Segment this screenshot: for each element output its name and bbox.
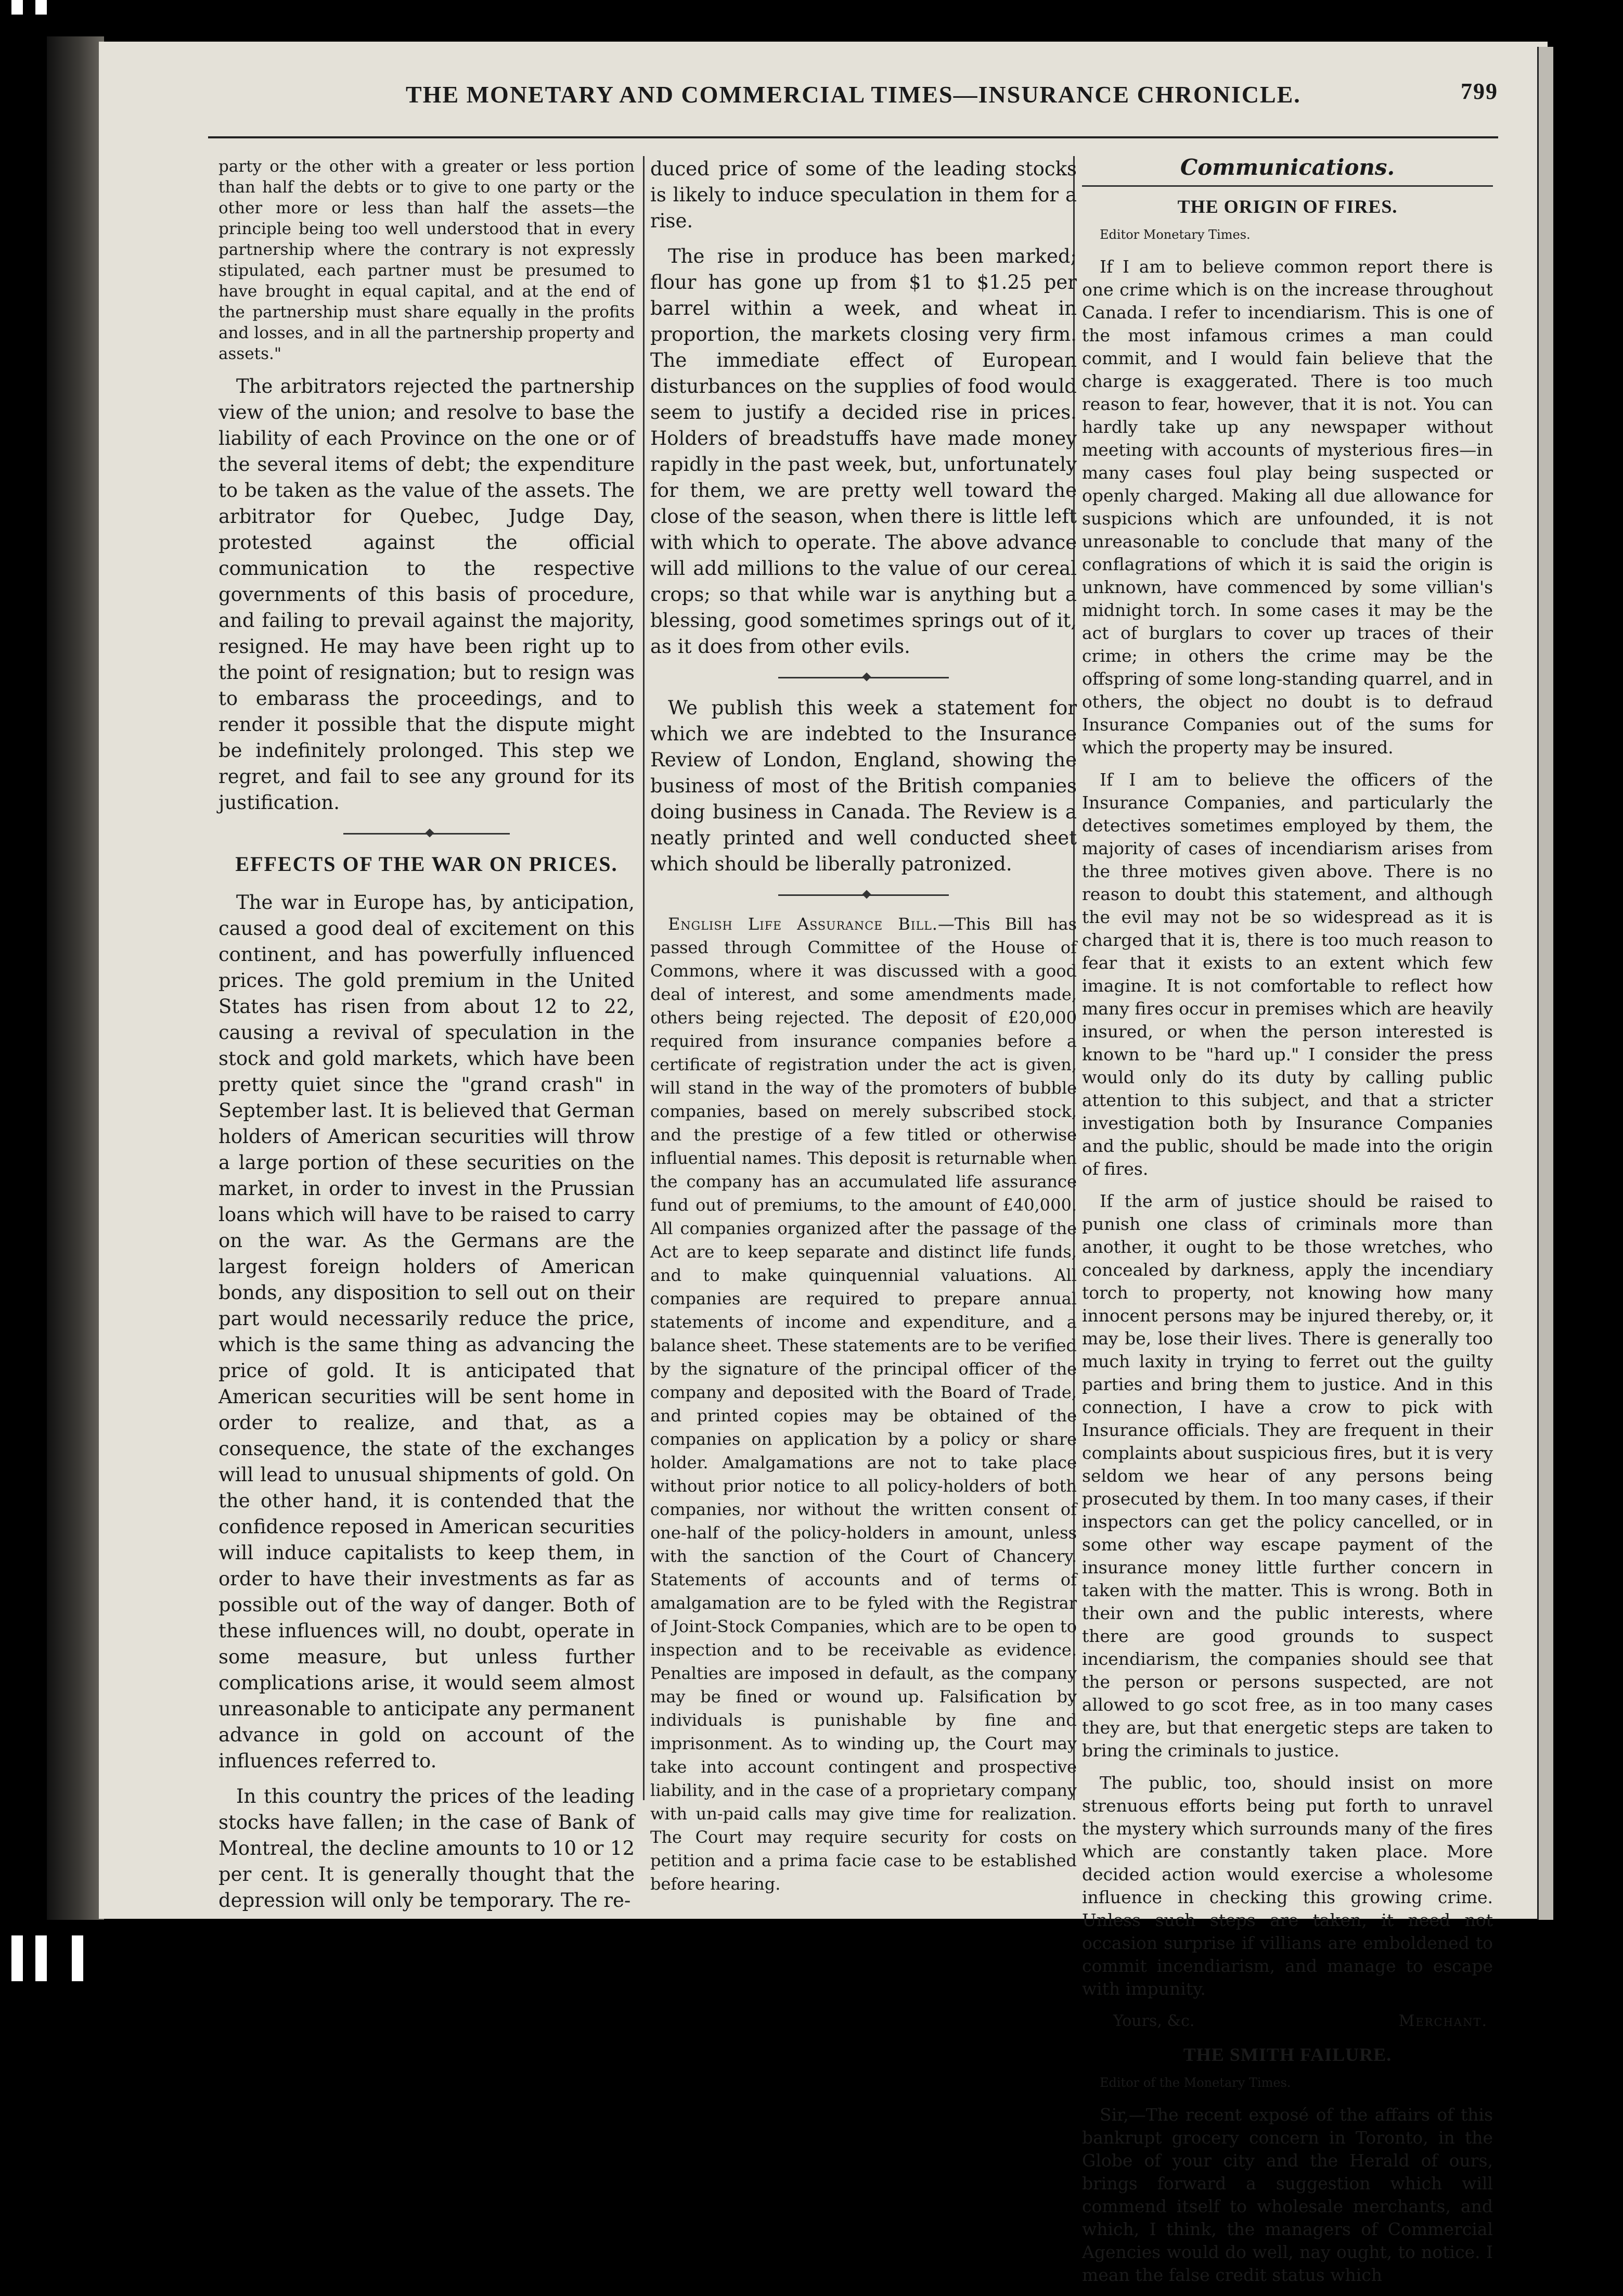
- section-separator: [218, 825, 635, 841]
- section-title: Communications.: [1082, 156, 1493, 187]
- quoted-passage: party or the other with a greater or less portion than half the debts or to give to one party or the other more or less than half the assets—the principle being too well understood that in every partnership where the contrary is not expressly stipulated, each partner must be presumed to have brought in equal capital, and at the end of the partnership must share equally in the profits and losses, and in all the partnership property and assets.": [218, 157, 635, 363]
- film-mark: [72, 1935, 83, 1981]
- page-edge: [1537, 47, 1553, 1920]
- paragraph: duced price of some of the leading stocks is likely to induce speculation in them for a rise.: [650, 158, 1077, 232]
- section-separator: [650, 887, 1077, 902]
- column-2: [650, 156, 1077, 1905]
- paragraph: If I am to believe common report there is one crime which is on the increase throughout Canada. I refer to incendiarism. This is one of the most infamous crimes a man could commit, and I would fain believe that the charge is exaggerated. There is too much reason to fear, however, that it is not. You can hardly take up any newspaper without meeting with accounts of mysterious fires—in many cases foul play being suspected or openly charged. Making all due allowance for suspicions which are unfounded, it is not unreasonable to conclude that many of the conflagrations of which it is said the origin is unknown, have commenced by some villian's midnight torch. In some cases it may be the act of burglars to cover up traces of their crime; in others the crime may be the offspring of some long-standing quarrel, and in others, the object no doubt is to defraud Insurance Companies out of the sums for which the property may be insured.: [1082, 256, 1493, 758]
- film-mark: [35, 1935, 47, 1981]
- item-body: —This Bill has passed through Committee of the House of Commons, where it was discussed with a good deal of interest, and some amendments made, others being rejected. The deposit of £20,000 required from insurance companies before a certificate of registration under the act is given, will stand in the way of the promoters of bubble companies, based on merely subscribed stock, and the prestige of a few titled or otherwise influential names. This deposit is returnable when the company has an accumulated life assurance fund out of premiums, to the amount of £40,000. All companies organized after the passage of the Act are to keep separate and distinct life funds, and to make quinquennial valuations. All companies are required to prepare annual statements of income and expenditure, and a balance sheet. These statements are to be verified by the signature of the principal officer of the company and deposited with the Board of Trade, and printed copies may be obtained of the companies on application by a policy or share holder. Amalgamations are not to take place without prior notice to all policy-holders of both companies, nor without the written consent of one-half of the policy-holders in amount, unless with the sanction of the Court of Chancery. Statements of accounts and of terms of amalgamation are to be fyled with the Registrar of Joint-Stock Companies, which are to be open to inspection and to be receivable as evidence. Penalties are imposed in default, as the company may be fined or wound up. Falsification by individuals is punishable by fine and imprisonment. As to winding up, the Court may take into account contingent and prospective liability, and in the case of a proprietary company with un-paid calls may give time for realization. The Court may require security for costs on petition and a prima facie case to be established before hearing.: [650, 914, 1077, 1894]
- film-mark: [11, 0, 23, 15]
- letter-signature: [1113, 2010, 1488, 2033]
- paragraph: [650, 913, 1077, 1896]
- paragraph: We publish this week a statement for which we are indebted to the Insurance Review of London, England, showing the business of most of the British companies doing business in Canada. The Review is a neatly printed and well conducted sheet which should be liberally patronized.: [650, 697, 1077, 875]
- paragraph: The rise in produce has been marked; flour has gone up from $1 to $1.25 per barrel within a week, and wheat in proportion, the markets closing very firm. The immediate effect of European disturbances on the supplies of food would seem to justify a decided rise in prices. Holders of breadstuffs have made money rapidly in the past week, but, unfortunately for them, we are pretty well toward the close of the season, when there is little left with which to operate. The above advance will add millions to the value of our cereal crops; so that while war is anything but a blessing, good sometimes springs out of it, as it does from other evils.: [650, 245, 1077, 658]
- signoff: Yours, &c.: [1113, 2012, 1195, 2030]
- film-mark: [11, 1935, 23, 1981]
- signature-name: Merchant.: [1398, 2012, 1488, 2030]
- paragraph: Sir,—The recent exposé of the affairs of this bankrupt grocery concern in Toronto, in the Globe of your city and the Herald of ours, brings forward a suggestion which will commend itself to wholesale merchants, and which, I think, the managers of Commercial Agencies would do well, nay ought, to notice. I mean the false credit status which: [1082, 2105, 1493, 2285]
- letter-title: THE ORIGIN OF FIRES.: [1177, 196, 1398, 217]
- column-1: [218, 156, 635, 1923]
- column-3: [1082, 156, 1493, 2296]
- paragraph: If the arm of justice should be raised to punish one class of criminals more than another, it ought to be those wretches, who concealed by darkness, apply the incendiary torch to property, not knowing how many innocent persons may be injured thereby, or, it may be, lose their lives. There is generally too much laxity in trying to ferret out the guilty parties and bring them to justice. And in this connection, I have a crow to pick with Insurance officials. They are frequent in their complaints about suspicious fires, but it is very seldom we hear of any persons being prosecuted by them. In too many cases, if their inspectors can get the policy cancelled, or in some other way escape payment of the insurance money little further concern in taken with the matter. This is wrong. Both in their own and the public interests, where there are good grounds to suspect incendiarism, the companies should see that the person or persons suspected, are not allowed to go scot free, as in too many cases they are, but that energetic steps are taken to bring the criminals to justice.: [1082, 1191, 1493, 1761]
- page-header-title: THE MONETARY AND COMMERCIAL TIMES—INSURANCE CHRONICLE.: [406, 81, 1301, 108]
- page-header: [291, 73, 1519, 120]
- letter-addressee: Editor Monetary Times.: [1100, 227, 1251, 242]
- film-mark: [35, 0, 47, 15]
- item-lead: English Life Assurance Bill.: [668, 914, 938, 934]
- paragraph: The public, too, should insist on more strenuous efforts being put forth to unravel the mystery which surrounds many of the fires which are constantly taken place. More decided action would exercise a wholesome influence in checking this growing crime. Unless such steps are taken, it need not occasion surprise if villians are emboldened to commit incendiarism, and manage to escape with impunity.: [1082, 1773, 1493, 1999]
- section-separator: [650, 669, 1077, 685]
- letter-title: THE SMITH FAILURE.: [1183, 2044, 1392, 2065]
- paragraph: The arbitrators rejected the partnership view of the union; and resolve to base the liability of each Province on the one or of the several items of debt; the expenditure to be taken as the value of the assets. The arbitrator for Quebec, Judge Day, protested against the official communication to the respective governments of this basis of procedure, and failing to prevail against the majority, resigned. He may have been right up to the point of resignation; but to resign was to embarass the proceedings, and to render it possible that the dispute might be indefinitely prolonged. This step we regret, and fail to see any ground for its justification.: [218, 375, 635, 814]
- page-number: 799: [1461, 79, 1498, 104]
- paragraph: The war in Europe has, by anticipation, caused a good deal of excitement on this continent, and has powerfully influenced prices. The gold premium in the United States has risen from about 12 to 22, causing a revival of speculation in the stock and gold markets, which have been pretty quiet since the "grand crash" in September last. It is believed that German holders of American securities will throw a large portion of these securities on the market, in order to invest in the Prussian loans which will have to be raised to carry on the war. As the Germans are the largest foreign holders of American bonds, any disposition to sell out on their part would necessarily reduce the price, which is the same thing as advancing the price of gold. It is anticipated that American securities will be sent home in order to realize, and that, as a consequence, the state of the exchanges will lead to unusual shipments of gold. On the other hand, it is contended that the confidence reposed in American securities will induce capitalists to keep them, in order to have their investments as far as possible out of the way of danger. Both of these influences will, no doubt, operate in some measure, but unless further complications arise, it would seem almost unreasonable to anticipate any permanent advance in gold on account of the influences referred to.: [218, 891, 635, 1772]
- paragraph: If I am to believe the officers of the Insurance Companies, and particularly the detectives sometimes employed by them, the majority of cases of incendiarism arises from the three motives given above. There is no reason to doubt this statement, and although the evil may not be so widespread as it is charged that it is, there is too much reason to fear that it exists to an extent which few imagine. It is not comfortable to reflect how many fires occur in premises which are heavily insured, or when the person interested is known to be "hard up." I consider the press would only do its duty by calling public attention to this subject, and that a stricter investigation both by Insurance Companies and the public, should be made into the origin of fires.: [1082, 769, 1493, 1179]
- column-rule: [643, 156, 645, 1800]
- header-rule: [208, 136, 1498, 138]
- article-heading: EFFECTS OF THE WAR ON PRICES.: [235, 852, 618, 876]
- paragraph: In this country the prices of the leading stocks have fallen; in the case of Bank of Montreal, the decline amounts to 10 or 12 per cent. It is generally thought that the depression will only be temporary. The re-: [218, 1785, 635, 1912]
- letter-addressee: Editor of the Monetary Times.: [1100, 2075, 1291, 2090]
- book-spine: [47, 36, 104, 1920]
